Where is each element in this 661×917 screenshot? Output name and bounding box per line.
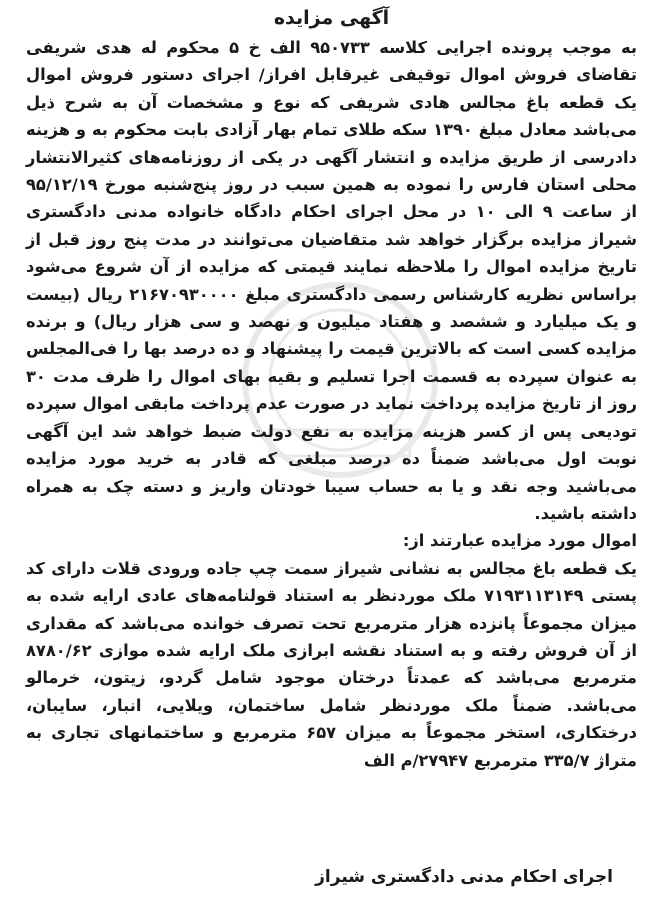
notice-title: آگهی مزایده	[273, 7, 390, 29]
notice-paragraph-property: یک قطعه باغ مجالس به نشانی شیراز سمت چپ جاده ورودی قلات دارای کد پستی ۷۱۹۳۱۱۳۱۴۹ ملک موردنظر به استناد قولنامه‌های عادی ارایه شده به میزان مجموعاً پانزده هزار مترمربع تحت تصرف خوانده می‌باشد که مقداری از آن فروش رفته و به استناد نقشه ابرازی ملک ارایه شده موازی ۸۷۸۰/۶۲ مترمربع می‌باشد که عمدتاً درختان موجود شامل گردو، زیتون، خرمالو می‌باشد. ضمناً ملک موردنظر شامل ساختمان، ویلایی، انبار، سایبان، درختکاری، استخر مجموعاً به میزان ۶۵۷ مترمربع و ساختمانهای تجاری به متراژ ۳۳۵/۷ مترمربع ۲۷۹۴۷/م الف	[26, 558, 638, 770]
notice-body	[26, 34, 637, 774]
notice-paragraph-main: به موجب پرونده اجرایی کلاسه ۹۵۰۷۳۳ الف خ ۵ محکوم له هدی شریفی تقاضای فروش اموال توقیفی غیرقابل افراز/ اجرای دستور فروش اموال یک قطعه باغ مجالس هادی شریفی که نوع و مشخصات آن به شرح ذیل می‌باشد معادل مبلغ ۱۳۹۰ سکه طلای تمام بهار آزادی بابت محکوم به و هزینه دادرسی از طریق مزایده و انتشار آگهی در یکی از روزنامه‌های کثیرالانتشار محلی استان فارس را نموده به همین سبب در روز پنج‌شنبه مورخ ۹۵/۱۲/۱۹ از ساعت ۹ الی ۱۰ در محل اجرای احکام دادگاه خانواده مدنی دادگستری شیراز مزایده برگزار خواهد شد متقاضیان می‌توانند در مدت پنج روز قبل از تاریخ مزایده اموال را ملاحظه نمایند قیمتی که مزایده از آن شروع می‌شود براساس نظریه کارشناس رسمی دادگستری مبلغ ۲۱۶۷۰۹۳۰۰۰۰ ریال (بیست و یک میلیارد و ششصد و هفتاد میلیون و نهصد و سی هزار ریال) و برنده مزایده کسی است که بالاترین قیمت را پیشنهاد و ده درصد بها را فی‌المجلس به عنوان سپرده به قسمت اجرا تسلیم و بقیه بهای اموال را ظرف مدت ۳۰ روز از تاریخ مزایده پرداخت نماید در صورت عدم پرداخت مابقی اموال سپرده تودیعی پس از کسر هزینه مزایده به نفع دولت ضبط خواهد شد این آگهی نوبت اول می‌باشد ضمناً ده درصد مبلغی که قادر به خرید مورد مزایده می‌باشید وجه نقد و یا به حساب سیبا خودتان واریز و دسته چک به همراه داشته باشید.	[26, 38, 637, 523]
issuer-signature: اجرای احکام مدنی دادگستری شیراز	[315, 867, 613, 887]
items-subheading: اموال مورد مزایده عبارتند از:	[402, 531, 637, 551]
